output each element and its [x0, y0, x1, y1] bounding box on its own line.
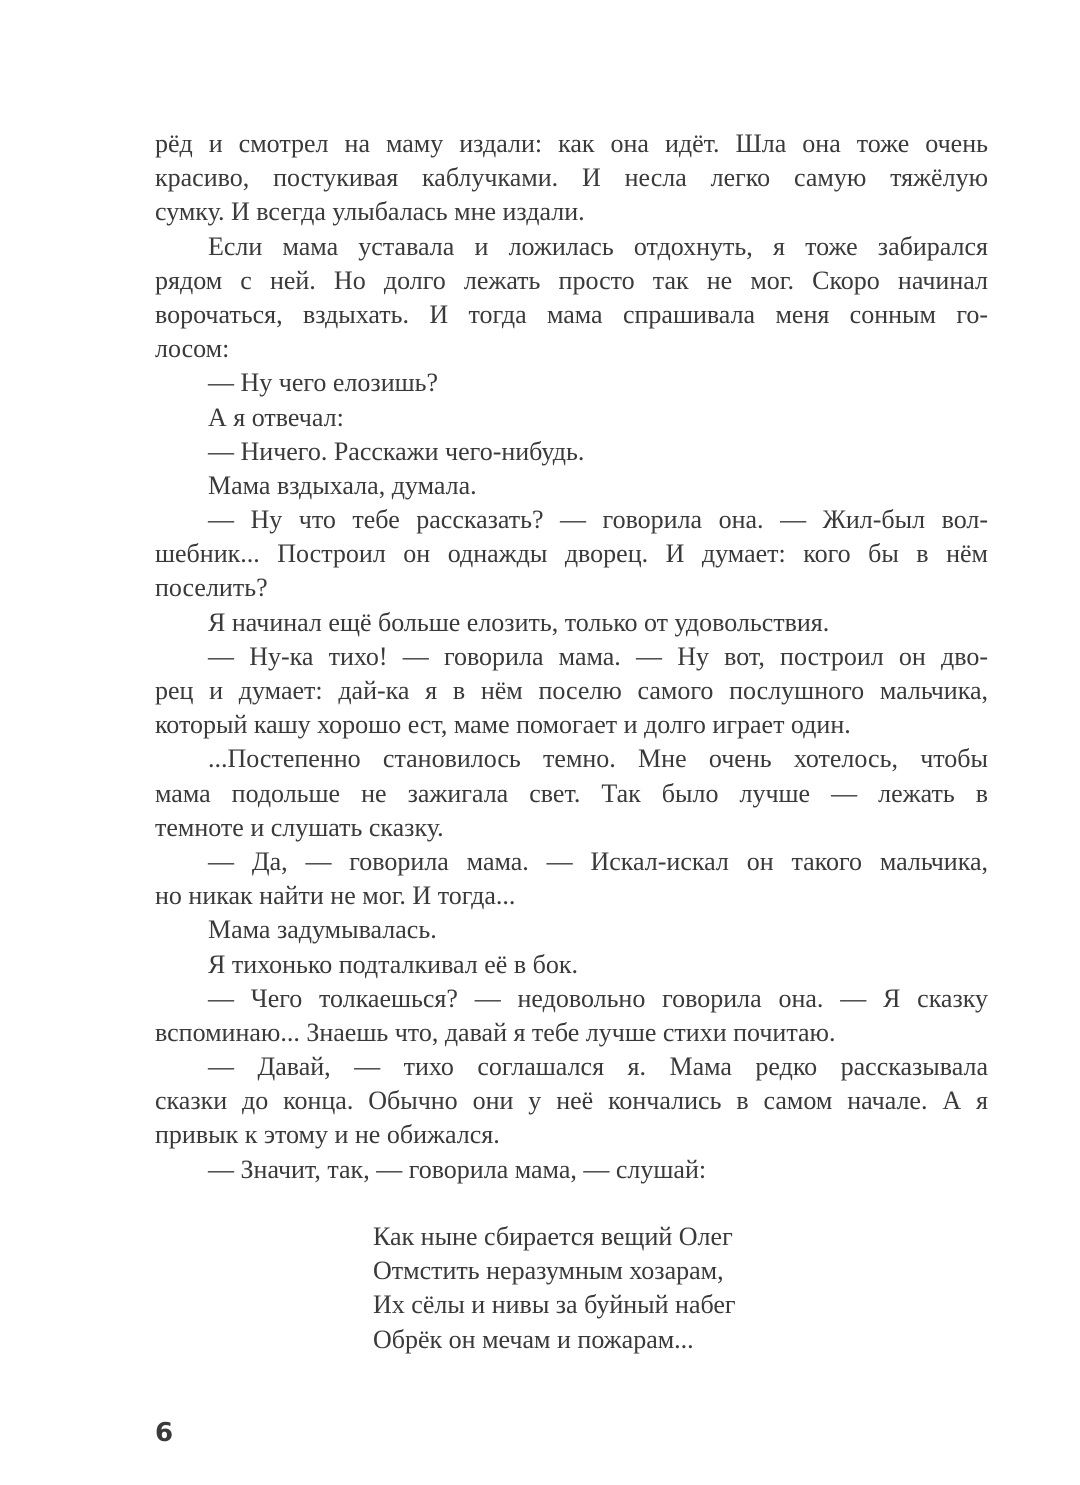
text-line: — Значит, так, — говорила мама, — слушай: [208, 1154, 707, 1184]
text-line: Я тихонько подталкивал её в бок. [208, 949, 578, 979]
poem-quote [373, 1220, 736, 1357]
text-line: рёд и смотрел на маму издали: как она идёт. Шла она тоже очень [155, 129, 988, 158]
text-line: лосом: [155, 334, 230, 364]
text-line: привык к этому и не обижался. [155, 1120, 500, 1150]
text-line: Мама вздыхала, думала. [208, 470, 477, 500]
text-line: сказки до конца. Обычно они у неё кончались в самом начале. А я [155, 1086, 988, 1116]
poem-line: Как ныне сбирается вещий Олег [373, 1222, 733, 1251]
text-line: темноте и слушать сказку. [155, 812, 444, 842]
text-line: А я отвечал: [208, 402, 344, 432]
poem-line: Отмстить неразумным хозарам, [373, 1256, 724, 1286]
text-line: — Чего толкаешься? — недовольно говорила она. — Я сказку [208, 983, 988, 1013]
text-line: поселить? [155, 573, 268, 603]
page-number: 6 [155, 1418, 174, 1448]
poem-line: Их сёлы и нивы за буйный набег [373, 1290, 736, 1320]
text-line: — Ничего. Расскажи чего-нибудь. [208, 436, 585, 466]
poem-line: Обрёк он мечам и пожарам... [373, 1324, 694, 1354]
text-line: ворочаться, вздыхать. И тогда мама спрашивала меня сонным го- [155, 299, 988, 329]
text-line: вспоминаю... Знаешь что, давай я тебе лучше стихи почитаю. [155, 1017, 836, 1047]
text-line: — Ну что тебе рассказать? — говорила она. — Жил-был вол- [208, 505, 988, 535]
text-line: рец и думает: дай-ка я в нём поселю самого послушного мальчика, [155, 676, 988, 705]
text-line: Я начинал ещё больше елозить, только от удовольствия. [208, 607, 830, 637]
text-line: но никак найти не мог. И тогда... [155, 881, 516, 911]
text-line: ...Постепенно становилось темно. Мне очень хотелось, чтобы [208, 744, 988, 774]
text-line: — Ну-ка тихо! — говорила мама. — Ну вот, построил он дво- [208, 641, 988, 671]
text-line: красиво, постукивая каблучками. И несла легко самую тяжёлую [155, 163, 988, 193]
text-line: шебник... Построил он однажды дворец. И думает: кого бы в нём [155, 539, 988, 569]
text-line: — Да, — говорила мама. — Искал-искал он такого мальчика, [208, 846, 988, 876]
text-line: мама подольше не зажигала свет. Так было лучше — лежать в [155, 778, 988, 808]
text-line: Мама задумывалась. [208, 915, 437, 945]
text-line: рядом с ней. Но долго лежать просто так не мог. Скоро начинал [155, 265, 988, 295]
text-line: — Давай, — тихо соглашался я. Мама редко рассказывала [208, 1052, 988, 1082]
text-line: сумку. И всегда улыбалась мне издали. [155, 197, 585, 227]
prose-body [155, 127, 988, 1187]
text-line: Если мама уставала и ложилась отдохнуть, я тоже забирался [208, 231, 988, 261]
text-line: который кашу хорошо ест, маме помогает и долго играет один. [155, 710, 851, 740]
text-line: — Ну чего елозишь? [208, 368, 439, 398]
